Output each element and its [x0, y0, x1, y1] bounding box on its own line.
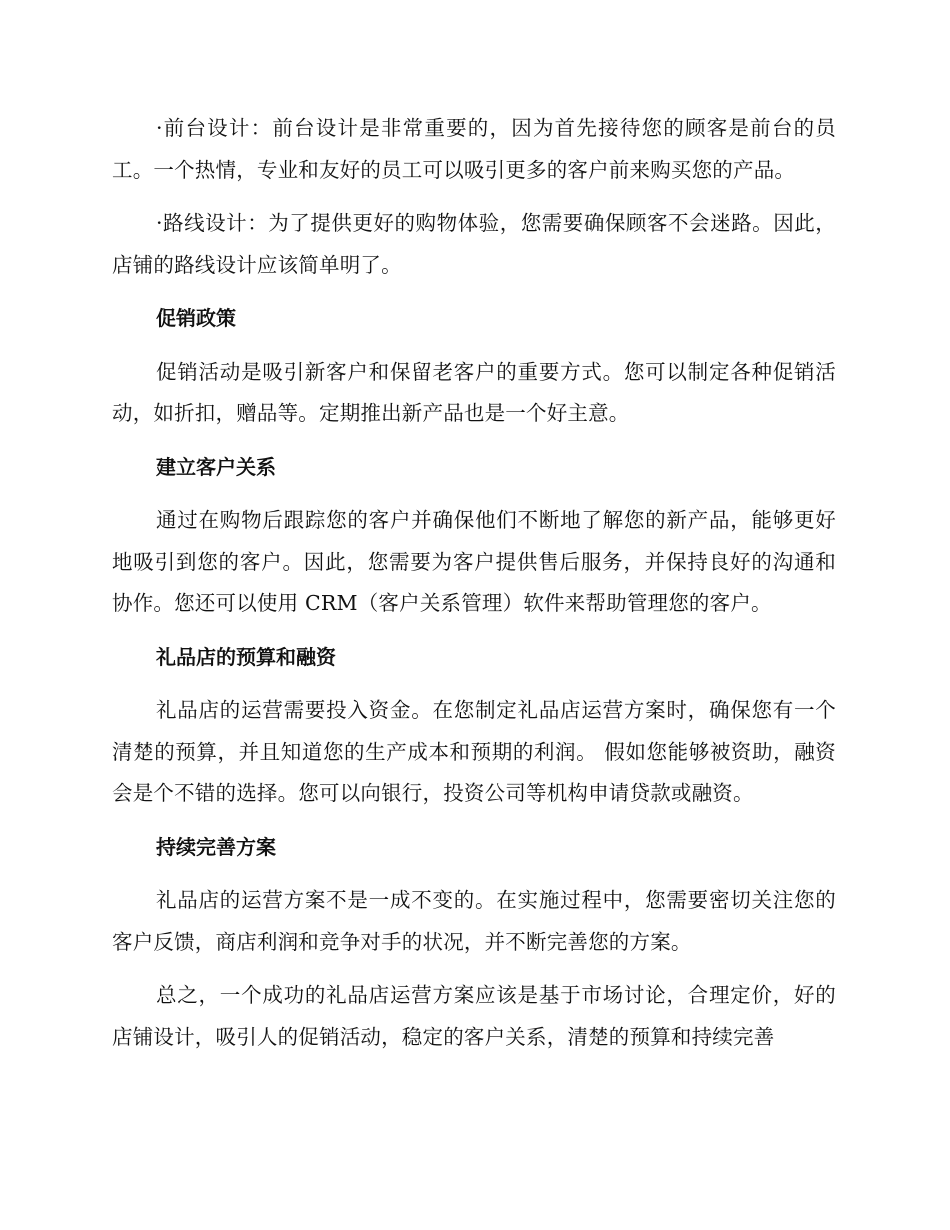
paragraph-route-design: ·路线设计：为了提供更好的购物体验，您需要确保顾客不会迷路。因此，店铺的路线设计应该简单明了。 — [112, 211, 836, 277]
heading-continuous-improvement: 持续完善方案 — [156, 834, 276, 859]
paragraph-continuous-improvement: 礼品店的运营方案不是一成不变的。在实施过程中，您需要密切关注您的客户反馈，商店利润和竞争对手的状况，并不断完善您的方案。 — [112, 888, 836, 954]
paragraph-promotion: 促销活动是吸引新客户和保留老客户的重要方式。您可以制定各种促销活动，如折扣，赠品等。定期推出新产品也是一个好主意。 — [112, 359, 836, 425]
paragraph-customer-relations: 通过在购物后跟踪您的客户并确保他们不断地了解您的新产品，能够更好地吸引到您的客户。因此，您需要为客户提供售后服务，并保持良好的沟通和协作。您还可以使用 CRM（客户关系管理）软件来帮助管理您的客户。 — [112, 508, 836, 615]
document-body — [112, 108, 836, 1070]
heading-promotion-policy: 促销政策 — [156, 306, 236, 330]
heading-customer-relations: 建立客户关系 — [156, 454, 276, 479]
heading-budget-financing: 礼品店的预算和融资 — [156, 644, 336, 669]
paragraph-budget-financing: 礼品店的运营需要投入资金。在您制定礼品店运营方案时，确保您有一个清楚的预算，并且知道您的生产成本和预期的利润。 假如您能够被资助，融资会是个不错的选择。您可以向银行，投资公司等机构申请贷款或融资。 — [112, 698, 836, 805]
paragraph-conclusion: 总之，一个成功的礼品店运营方案应该是基于市场讨论，合理定价，好的店铺设计，吸引人的促销活动，稳定的客户关系，清楚的预算和持续完善 — [112, 983, 836, 1049]
paragraph-front-desk-design: ·前台设计：前台设计是非常重要的，因为首先接待您的顾客是前台的员工。一个热情，专业和友好的员工可以吸引更多的客户前来购买您的产品。 — [112, 116, 836, 182]
